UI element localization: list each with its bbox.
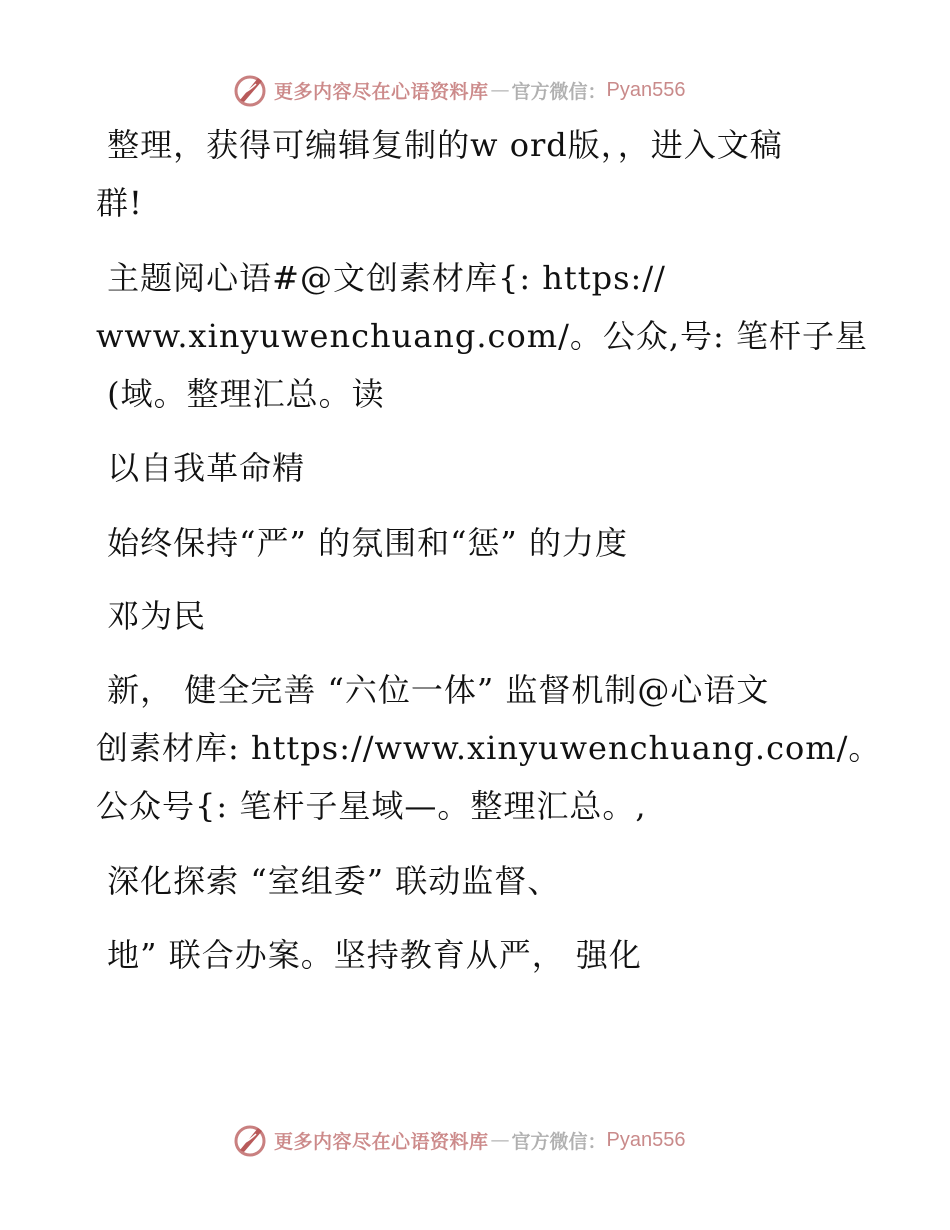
header-banner-sub: 官方微信： [511, 80, 607, 103]
body-line-1: 整理，获得可编辑复制的w ord版，，进入文稿 [96, 126, 783, 164]
footer-banner-text: 更多内容尽在心语资料库 [274, 1130, 489, 1153]
footer-banner [232, 1122, 686, 1158]
quill-pen-logo-icon [232, 1122, 268, 1158]
header-banner-separator: — [490, 79, 510, 101]
body-line-13: 地” 联合办案。坚持教育从严， 强化 [96, 936, 642, 974]
footer-banner-separator: — [490, 1129, 510, 1151]
footer-banner-id: Pyan556 [606, 1128, 686, 1151]
header-banner-id: Pyan556 [606, 78, 686, 101]
body-line-3: 主题阅心语#@文创素材库{: https:// [96, 259, 666, 297]
footer-banner-sub: 官方微信： [511, 1130, 607, 1153]
body-line-5: (域。整理汇总。读 [96, 375, 385, 413]
body-line-12: 深化探索 “室组委” 联动监督、 [96, 862, 561, 900]
body-line-10: 创素材库: https://www.xinyuwenchuang.com/。 [96, 729, 882, 767]
header-banner [232, 72, 686, 108]
body-line-7: 始终保持“严” 的氛围和“惩” 的力度 [96, 524, 628, 562]
body-line-6: 以自我革命精 [96, 449, 306, 487]
quill-pen-logo-icon [232, 72, 268, 108]
body-line-2: 群! [96, 184, 143, 222]
body-line-4: www.xinyuwenchuang.com/。公众,号: 笔杆子星 [96, 317, 868, 355]
header-banner-text: 更多内容尽在心语资料库 [274, 80, 489, 103]
body-line-9: 新， 健全完善 “六位一体” 监督机制@心语文 [96, 671, 770, 709]
body-line-11: 公众号{: 笔杆子星域—。整理汇总。, [96, 787, 647, 825]
body-line-8: 邓为民 [96, 597, 207, 635]
